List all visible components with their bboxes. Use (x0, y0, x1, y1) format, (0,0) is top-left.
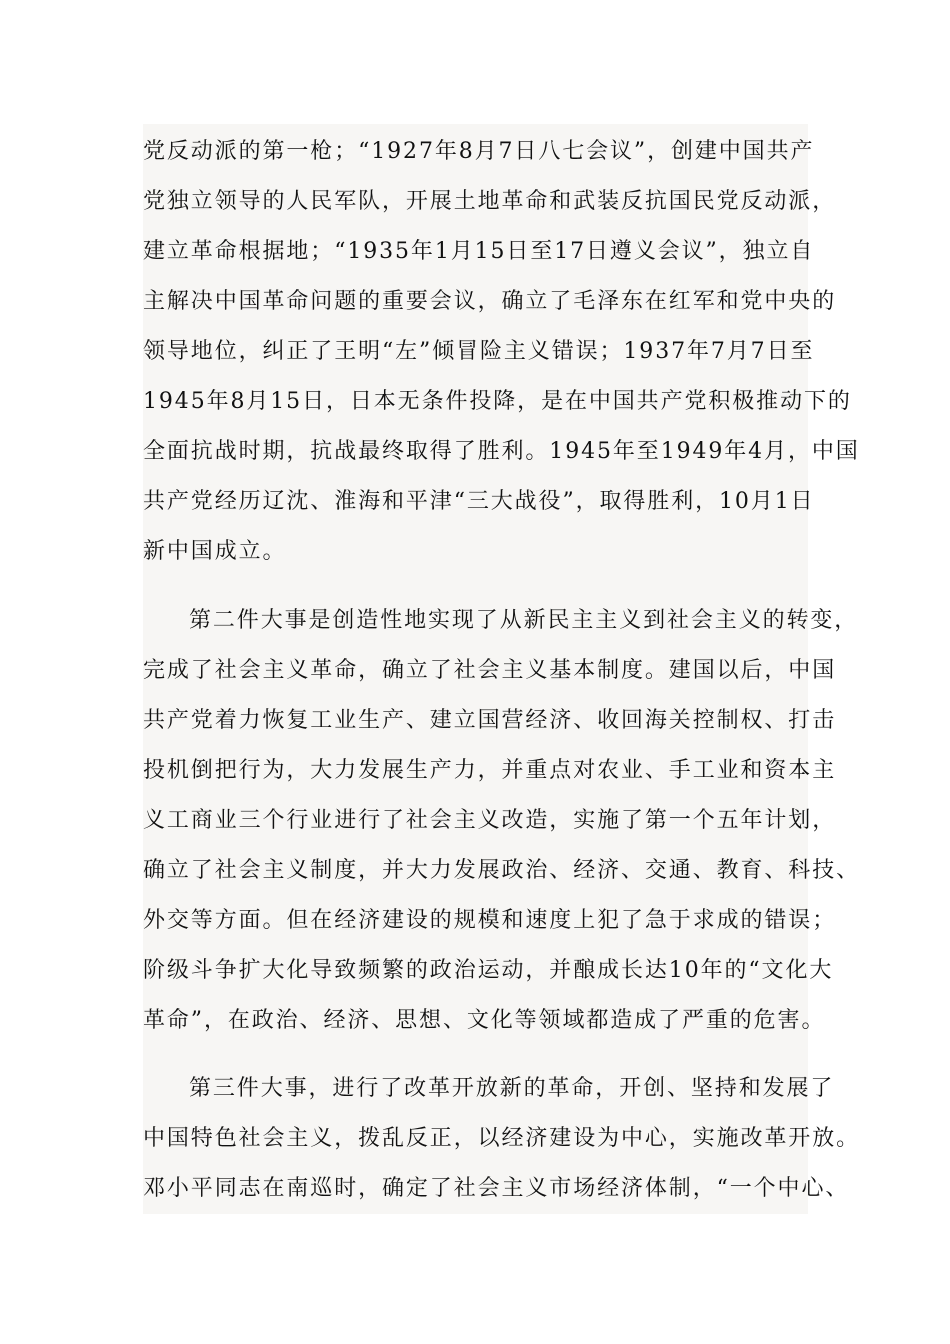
text-line: 邓小平同志在南巡时，确定了社会主义市场经济体制，“一个中心、 (143, 1176, 850, 1201)
text-line: 主解决中国革命问题的重要会议，确立了毛泽东在红军和党中央的 (143, 289, 837, 314)
text-line: 革命”，在政治、经济、思想、文化等领域都造成了严重的危害。 (143, 1008, 826, 1033)
text-line: 领导地位，纠正了王明“左”倾冒险主义错误；1937年7月7日至 (143, 339, 815, 364)
text-line: 建立革命根据地；“1935年1月15日至17日遵义会议”，独立自 (143, 239, 815, 264)
text-line: 1945年8月15日，日本无条件投降，是在中国共产党积极推动下的 (143, 389, 852, 414)
text-line: 义工商业三个行业进行了社会主义改造，实施了第一个五年计划， (143, 808, 837, 833)
text-line: 共产党经历辽沈、淮海和平津“三大战役”，取得胜利，10月1日 (143, 489, 815, 514)
text-line: 中国特色社会主义，拨乱反正，以经济建设为中心，实施改革开放。 (143, 1126, 861, 1151)
paragraph-2 (143, 596, 861, 1046)
text-line: 完成了社会主义革命，确立了社会主义基本制度。建国以后，中国 (143, 658, 837, 683)
paragraph-1 (143, 127, 860, 577)
text-line: 第二件大事是创造性地实现了从新民主主义到社会主义的转变， (189, 608, 859, 633)
text-line: 新中国成立。 (143, 539, 287, 564)
text-line: 第三件大事，进行了改革开放新的革命，开创、坚持和发展了 (189, 1076, 835, 1101)
document-text-block (143, 124, 861, 1214)
text-line: 确立了社会主义制度，并大力发展政治、经济、交通、教育、科技、 (143, 858, 861, 883)
paragraph-3 (143, 1064, 861, 1214)
text-line: 外交等方面。但在经济建设的规模和速度上犯了急于求成的错误； (143, 908, 837, 933)
text-line: 阶级斗争扩大化导致频繁的政治运动，并酿成长达10年的“文化大 (143, 958, 834, 983)
text-line: 党反动派的第一枪；“1927年8月7日八七会议”，创建中国共产 (143, 139, 815, 164)
text-line: 全面抗战时期，抗战最终取得了胜利。1945年至1949年4月，中国 (143, 439, 860, 464)
text-line: 投机倒把行为，大力发展生产力，并重点对农业、手工业和资本主 (143, 758, 837, 783)
text-line: 党独立领导的人民军队，开展土地革命和武装反抗国民党反动派， (143, 189, 837, 214)
text-line: 共产党着力恢复工业生产、建立国营经济、收回海关控制权、打击 (143, 708, 837, 733)
